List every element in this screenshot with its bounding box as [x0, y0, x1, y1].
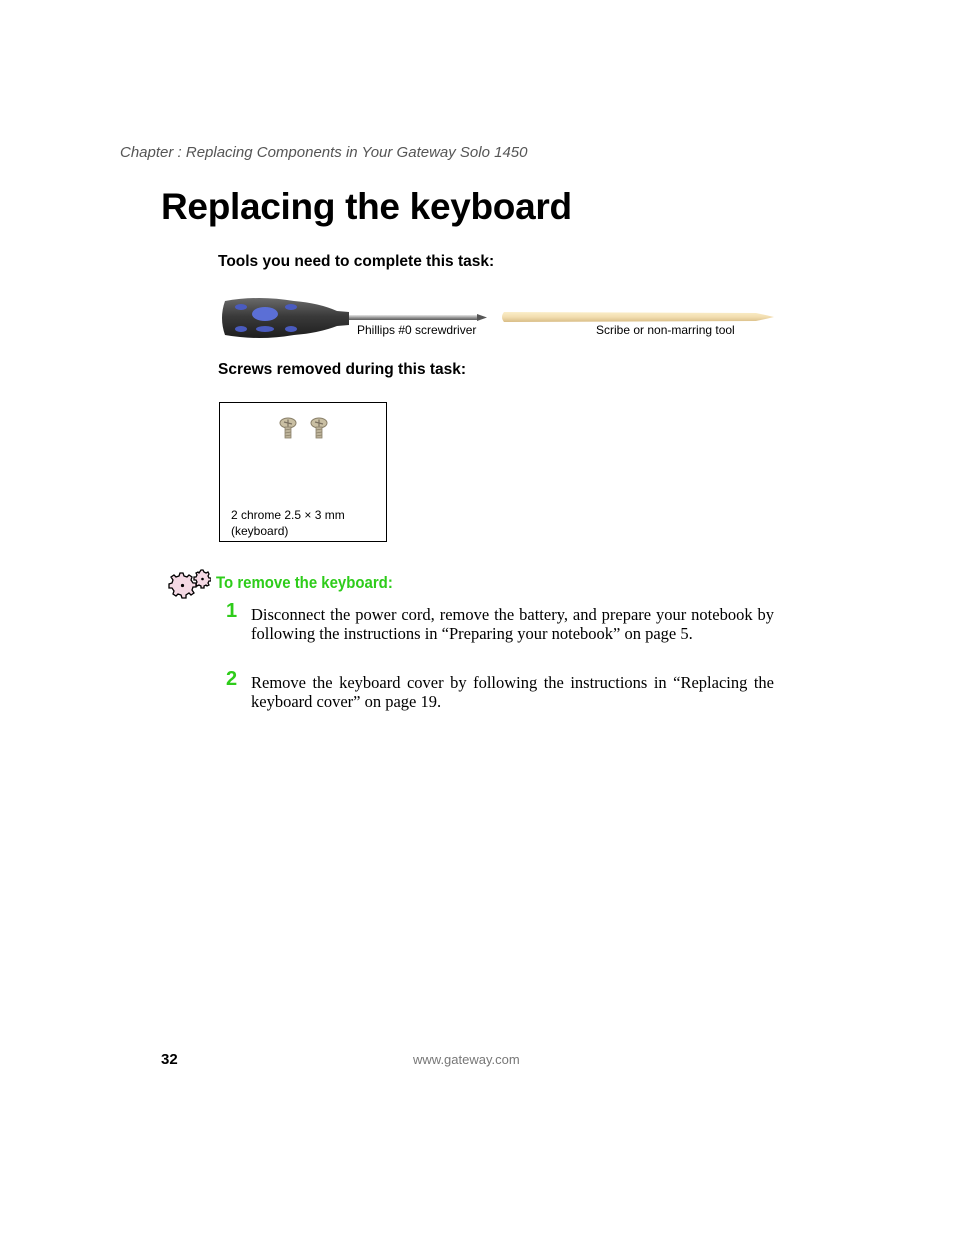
scribe-caption: Scribe or non-marring tool [596, 323, 735, 337]
screw-caption-line2: (keyboard) [231, 524, 289, 538]
screw-icon [309, 417, 329, 441]
screw-box [219, 402, 387, 542]
page-title: Replacing the keyboard [161, 186, 572, 227]
screw-icon [278, 417, 298, 441]
page-number: 32 [161, 1051, 178, 1068]
screw-caption-line1: 2 chrome 2.5 × 3 mm [231, 508, 345, 522]
screw-caption [231, 507, 345, 539]
step-number: 1 [226, 600, 238, 622]
gear-icon [163, 565, 211, 605]
tools-heading: Tools you need to complete this task: [218, 253, 495, 270]
procedure-heading: To remove the keyboard: [216, 573, 393, 592]
footer-url: www.gateway.com [413, 1052, 520, 1067]
step-number: 2 [226, 668, 238, 690]
step-text: Remove the keyboard cover by following the instructions in “Replacing the keyboard cover” on page 19. [251, 673, 774, 711]
screws-heading: Screws removed during this task: [218, 361, 467, 378]
step-text: Disconnect the power cord, remove the battery, and prepare your notebook by following the instructions in “Preparing your notebook” on page 5. [251, 605, 774, 643]
screwdriver-caption: Phillips #0 screwdriver [357, 323, 477, 337]
chapter-header: Chapter : Replacing Components in Your Gateway Solo 1450 [120, 144, 528, 161]
